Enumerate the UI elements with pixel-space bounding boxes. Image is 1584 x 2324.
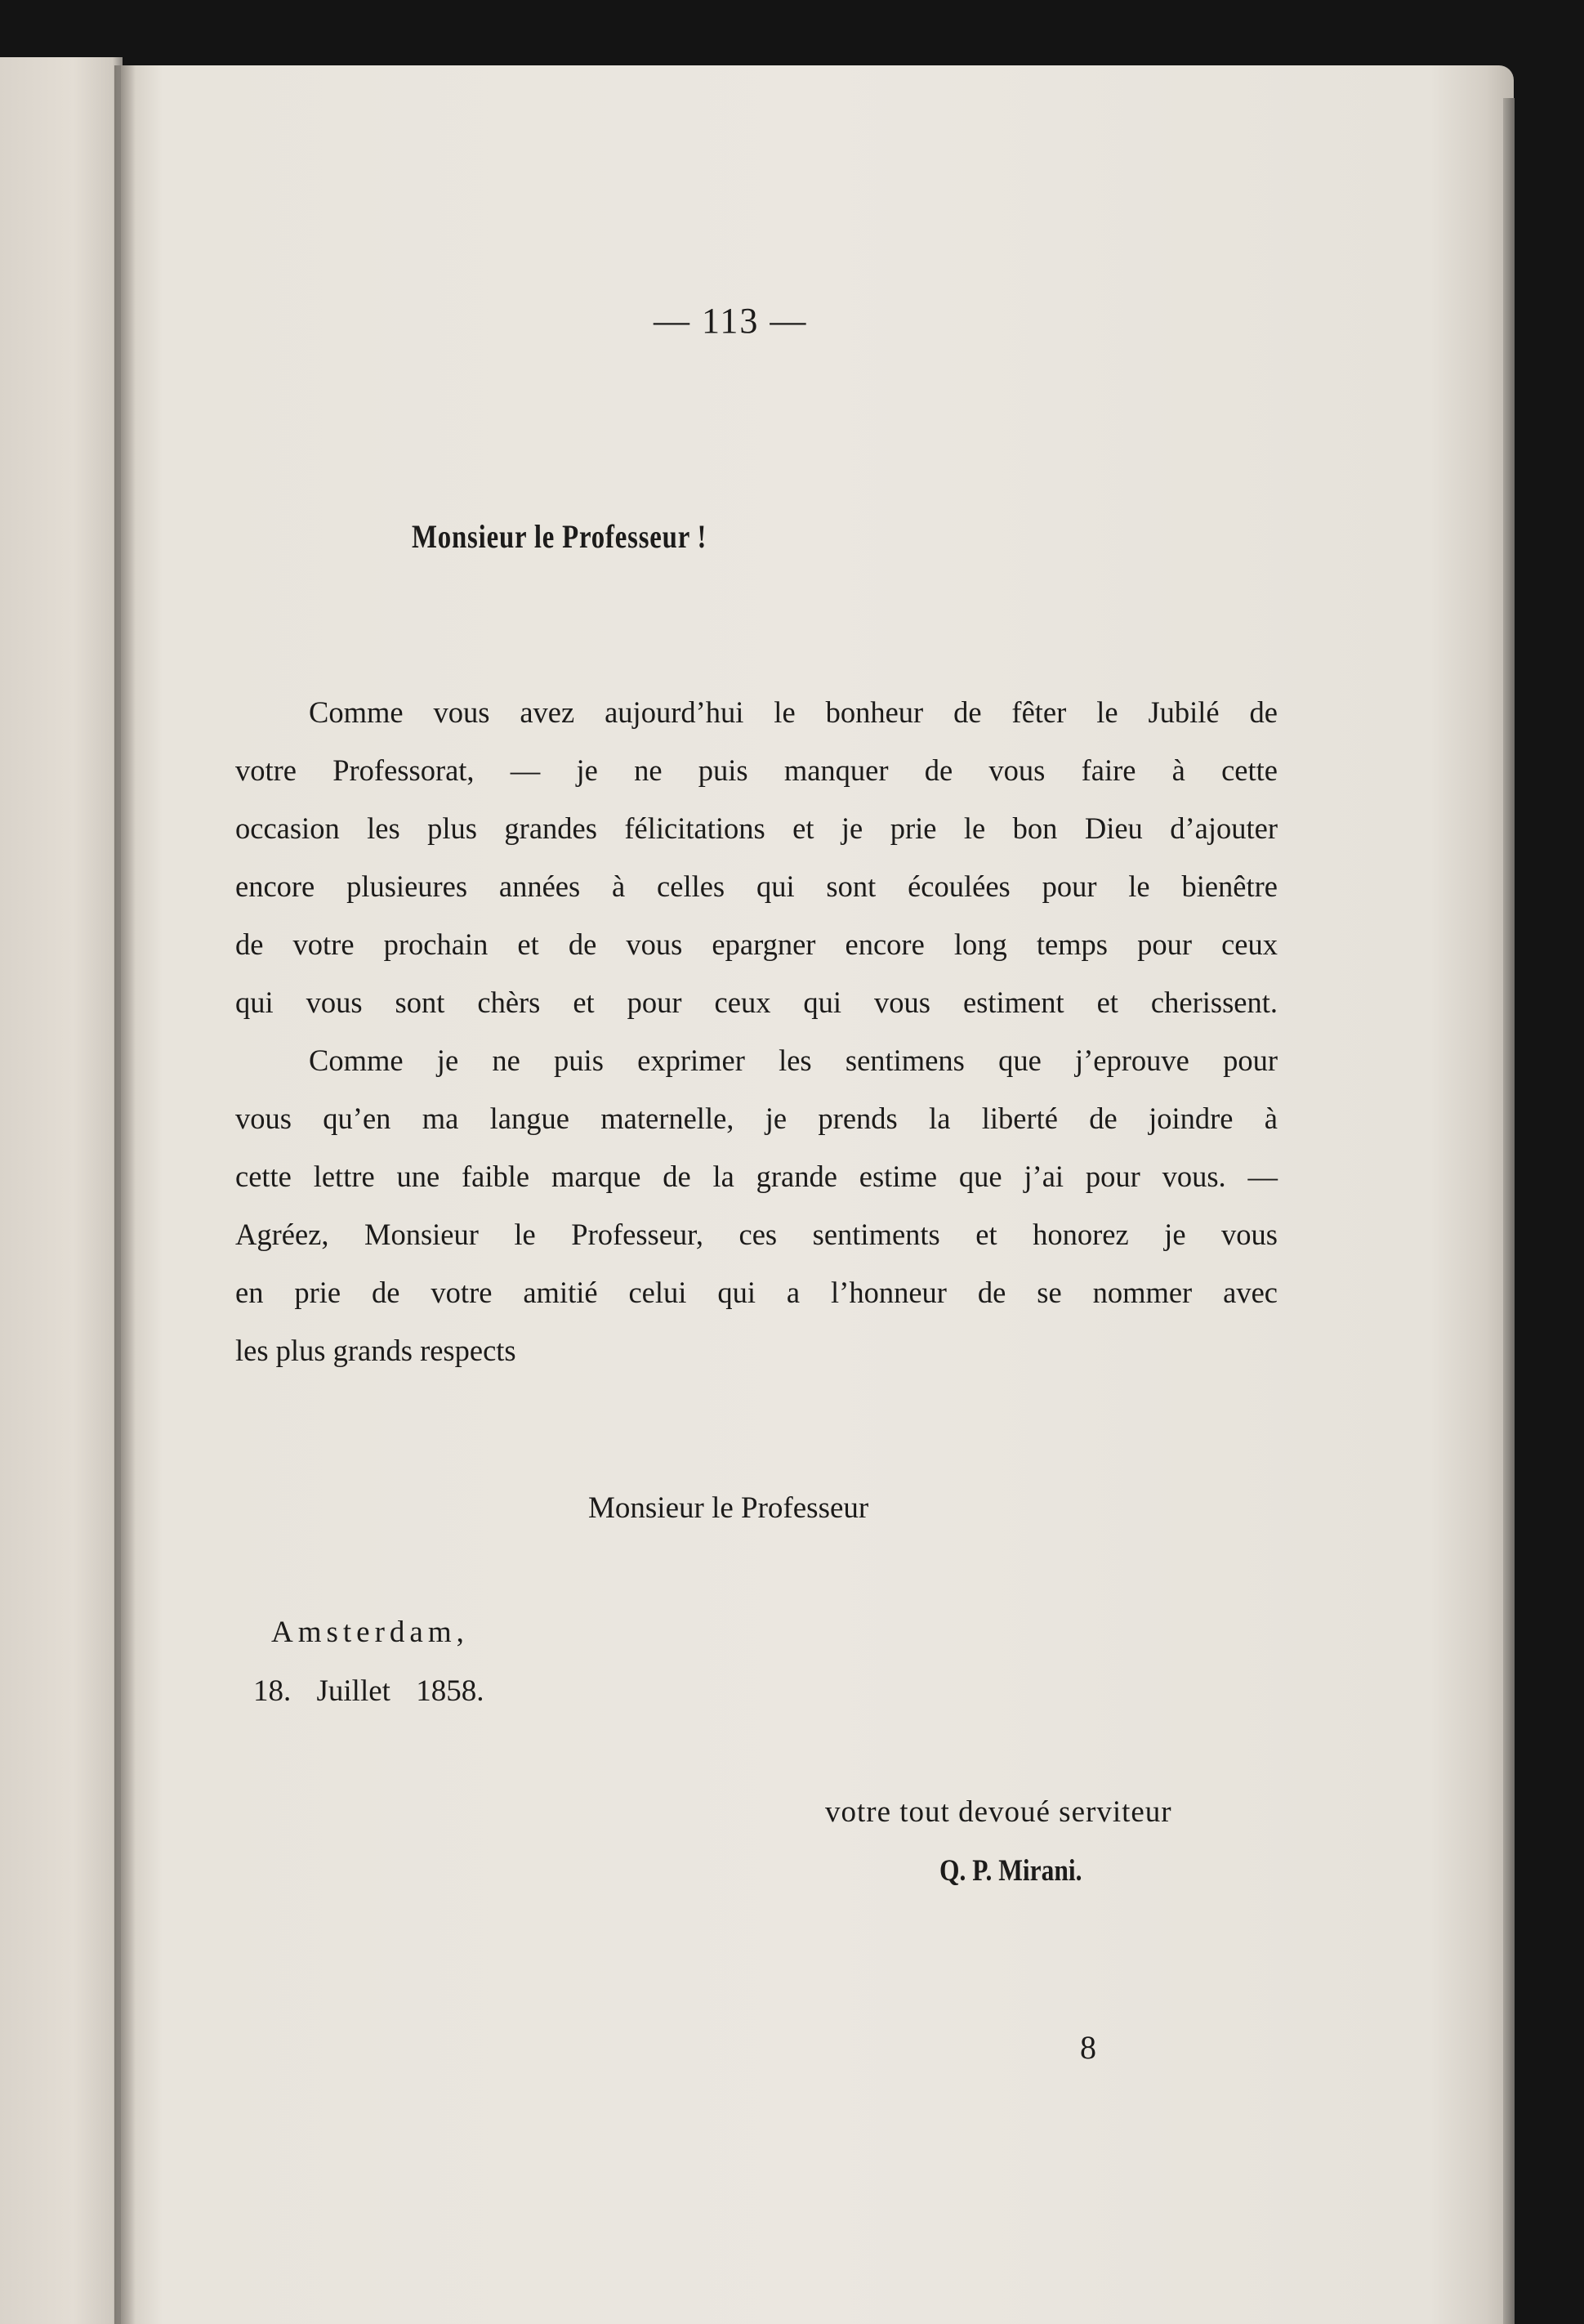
date-month: Juillet [316, 1674, 390, 1708]
paragraph-1-line: votre Professorat, — je ne puis manquer de vous faire à cette [235, 753, 1278, 787]
paragraph-2-line: en prie de votre amitié celui qui a l’honneur de se nommer avec [235, 1276, 1278, 1309]
date-day: 18. [253, 1674, 292, 1708]
paragraph-2-line: les plus grands respects [235, 1334, 516, 1367]
closing-formula: Monsieur le Professeur [588, 1491, 869, 1525]
salutation-heading: Monsieur le Professeur ! [412, 518, 707, 555]
paragraph-2-line: Agréez, Monsieur le Professeur, ces sentiments et honorez je vous [235, 1218, 1278, 1251]
letter-place: Amsterdam, [271, 1616, 469, 1649]
signature-mark: 8 [1080, 2029, 1096, 2066]
paragraph-2-line: cette lettre une faible marque de la grande estime que j’ai pour vous. — [235, 1160, 1278, 1193]
paragraph-1-line: occasion les plus grandes félicitations et je prie le bon Dieu d’ajouter [235, 811, 1278, 845]
letter-body [235, 683, 1278, 1379]
paragraph-2-line: vous qu’en ma langue maternelle, je prends la liberté de joindre à [235, 1102, 1278, 1135]
letter-date [253, 1674, 484, 1709]
paragraph-1-line: qui vous sont chèrs et pour ceux qui vous estiment et cherissent. [235, 985, 1278, 1019]
paragraph-1-line: de votre prochain et de vous epargner encore long temps pour ceux [235, 927, 1278, 961]
servant-line: votre tout devoué serviteur [825, 1795, 1172, 1829]
page-number-header: — 113 — [654, 301, 808, 341]
paragraph-1-line: Comme vous avez aujourd’hui le bonheur de fêter le Jubilé de [309, 695, 1278, 729]
signature-name: Q. P. Mirani. [939, 1854, 1082, 1888]
gutter-shadow [114, 65, 136, 2324]
page-fore-edge [1503, 98, 1515, 2324]
left-page-edge [0, 57, 123, 2324]
paragraph-2-line: Comme je ne puis exprimer les sentimens que j’eprouve pour [309, 1044, 1278, 1077]
paragraph-1-line: encore plusieures années à celles qui sont écoulées pour le bienêtre [235, 869, 1278, 903]
date-year: 1858. [416, 1674, 484, 1708]
